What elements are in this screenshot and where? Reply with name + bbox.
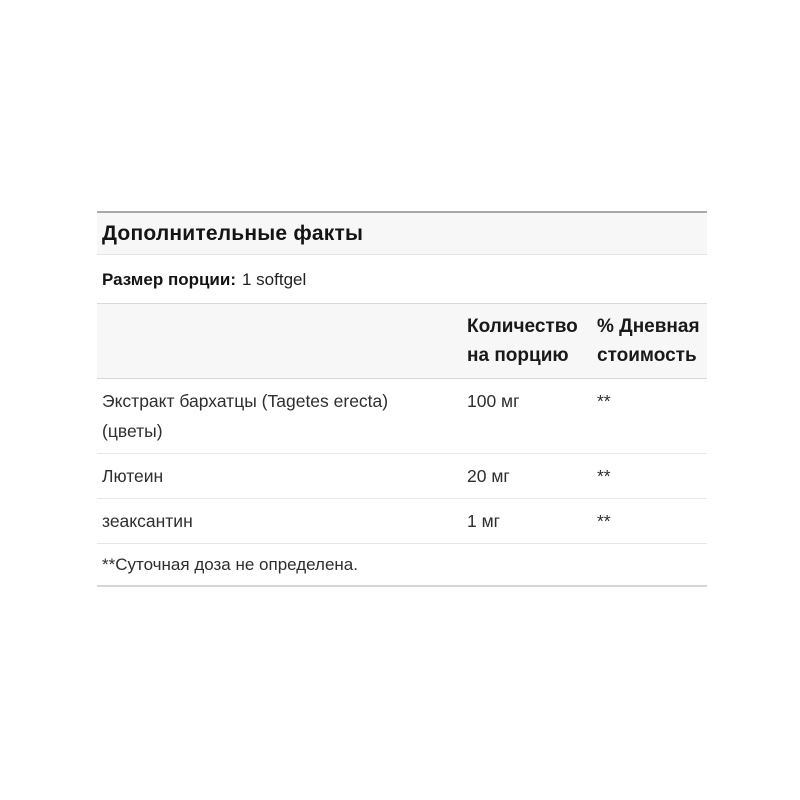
column-header-dv-line2: стоимость: [597, 345, 697, 366]
ingredient-name-line1: зеаксантин: [102, 511, 193, 531]
daily-value-footnote: **Суточная доза не определена.: [97, 544, 707, 587]
table-header-row: [97, 303, 707, 379]
ingredient-dv-cell: **: [597, 466, 611, 486]
serving-size-value: 1 softgel: [242, 270, 307, 289]
ingredient-name-cell: [97, 386, 467, 446]
ingredient-name-line1: Лютеин: [102, 466, 164, 486]
ingredient-amount-cell: 100 мг: [467, 391, 520, 411]
ingredient-dv-cell: **: [597, 511, 611, 531]
column-header-amount-line1: Количество: [467, 316, 578, 337]
table-row: [97, 454, 707, 499]
ingredient-name-cell: [97, 461, 467, 491]
ingredient-dv-cell: **: [597, 391, 611, 411]
ingredient-name-line1: Экстракт бархатцы (Tagetes erecta): [102, 391, 389, 411]
ingredient-amount-cell: 1 мг: [467, 511, 501, 531]
supplement-facts-panel: [97, 211, 707, 587]
column-header-amount: [467, 312, 597, 370]
ingredient-name-line2: (цветы): [102, 421, 163, 441]
column-header-dv-line1: % Дневная: [597, 316, 700, 337]
ingredient-amount-cell: 20 мг: [467, 466, 510, 486]
serving-size-line: [97, 255, 707, 303]
column-header-dv: [597, 312, 707, 370]
serving-size-label: Размер порции:: [102, 270, 236, 289]
table-row: [97, 499, 707, 544]
table-row: [97, 379, 707, 454]
header-spacer-cell: [97, 312, 467, 370]
column-header-amount-line2: на порцию: [467, 345, 569, 366]
panel-title: Дополнительные факты: [97, 211, 707, 255]
ingredient-name-cell: [97, 506, 467, 536]
